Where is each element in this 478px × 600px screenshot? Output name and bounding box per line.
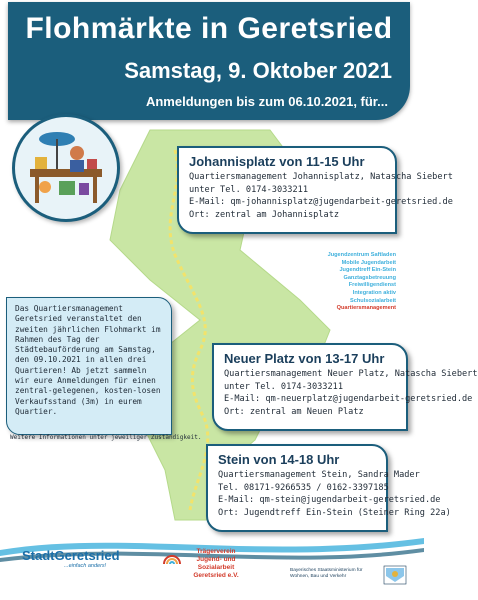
- market-email[interactable]: E-Mail: qm-johannisplatz@jugendarbeit-geretsried.de: [189, 197, 453, 207]
- org-item: Freiwilligendienst: [348, 282, 396, 289]
- logo-stadt-name: Geretsried: [54, 548, 120, 563]
- traegerverein-logo: [162, 548, 252, 580]
- market-email[interactable]: E-Mail: qm-neuerplatz@jugendarbeit-geretsried.de: [224, 394, 473, 404]
- org-item: Mobile Jugendarbeit: [341, 259, 396, 266]
- ministerium-logo: Bayerisches Staatsministerium für Wohnen, Bau und Verkehr: [290, 568, 363, 579]
- org-item: Jugendzentrum Saftladen: [327, 252, 396, 258]
- page-title: Flohmärkte in Geretsried: [25, 12, 393, 45]
- traeger-line: Geretsried e.V.: [193, 572, 239, 579]
- organizations-list: [296, 252, 396, 313]
- market-card-stein: [206, 444, 451, 532]
- market-contact: Quartiersmanagement Stein, Sandra Mader: [218, 470, 420, 480]
- market-card-johannisplatz: [177, 146, 453, 234]
- logo-stadt-prefix: Stadt: [22, 548, 55, 563]
- logo-stadt-tagline: ...einfach anders!: [64, 563, 107, 569]
- header-banner: [8, 2, 410, 120]
- traeger-line: Trägerverein: [196, 548, 236, 555]
- info-note: Weitere Informationen unter jeweiliger Zuständigkeit.: [10, 434, 202, 441]
- market-location-title: Johannisplatz von 11-15 Uhr: [189, 154, 365, 169]
- org-item: Integration aktiv: [352, 289, 396, 296]
- market-phone: unter Tel. 0174-3033211: [224, 381, 343, 392]
- market-phone: unter Tel. 0174-3033211: [189, 184, 308, 195]
- market-contact: Quartiersmanagement Johannisplatz, Natascha Siebert: [189, 172, 453, 182]
- market-contact: Quartiersmanagement Neuer Platz, Natascha Siebert: [224, 369, 478, 379]
- bavaria-coat-of-arms-icon: [384, 566, 406, 584]
- market-phone: Tel. 08171-9266535 / 0162-3397185: [218, 482, 389, 493]
- traeger-line: Jugend- und Sozialarbeit: [196, 556, 236, 571]
- market-email[interactable]: E-Mail: qm-stein@jugendarbeit-geretsried.de: [218, 495, 441, 505]
- illustration-icon: [15, 117, 117, 219]
- info-box: [6, 297, 172, 435]
- market-place: Ort: zentral am Neuen Platz: [224, 406, 364, 417]
- market-location-title: Stein von 14-18 Uhr: [218, 452, 340, 467]
- registration-deadline: Anmeldungen bis zum 06.10.2021, für...: [145, 94, 388, 109]
- flea-market-illustration: [12, 114, 120, 222]
- market-location-title: Neuer Platz von 13-17 Uhr: [224, 351, 385, 366]
- org-item: Ganztagsbetreuung: [343, 274, 396, 281]
- market-place: Ort: zentral am Johannisplatz: [189, 209, 340, 220]
- org-item: Schulsozialarbeit: [349, 297, 396, 304]
- info-text: Das Quartiersmanagement Geretsried veranstaltet den zweiten jährlichen Flohmarkt im Rahmen des Tag der Städtebauförderung am Samstag, den 09.10.2021 in allen drei Quartieren! Ab jetzt sammeln wir eure Anmeldungen für einen zentral-gelegenen, kosten-losen Verkaufsstand (3m) in eurem Quartier.: [15, 304, 161, 416]
- event-date: Samstag, 9. Oktober 2021: [124, 58, 392, 83]
- org-item: Jugendtreff Ein-Stein: [339, 267, 396, 274]
- market-place: Ort: Jugendtreff Ein-Stein (Steiner Ring 22a): [218, 507, 451, 518]
- market-card-neuer-platz: [212, 343, 478, 431]
- org-item-highlight: Quartiersmanagement: [336, 305, 396, 312]
- stadt-geretsried-logo: [22, 548, 122, 569]
- rainbow-icon: [162, 548, 182, 566]
